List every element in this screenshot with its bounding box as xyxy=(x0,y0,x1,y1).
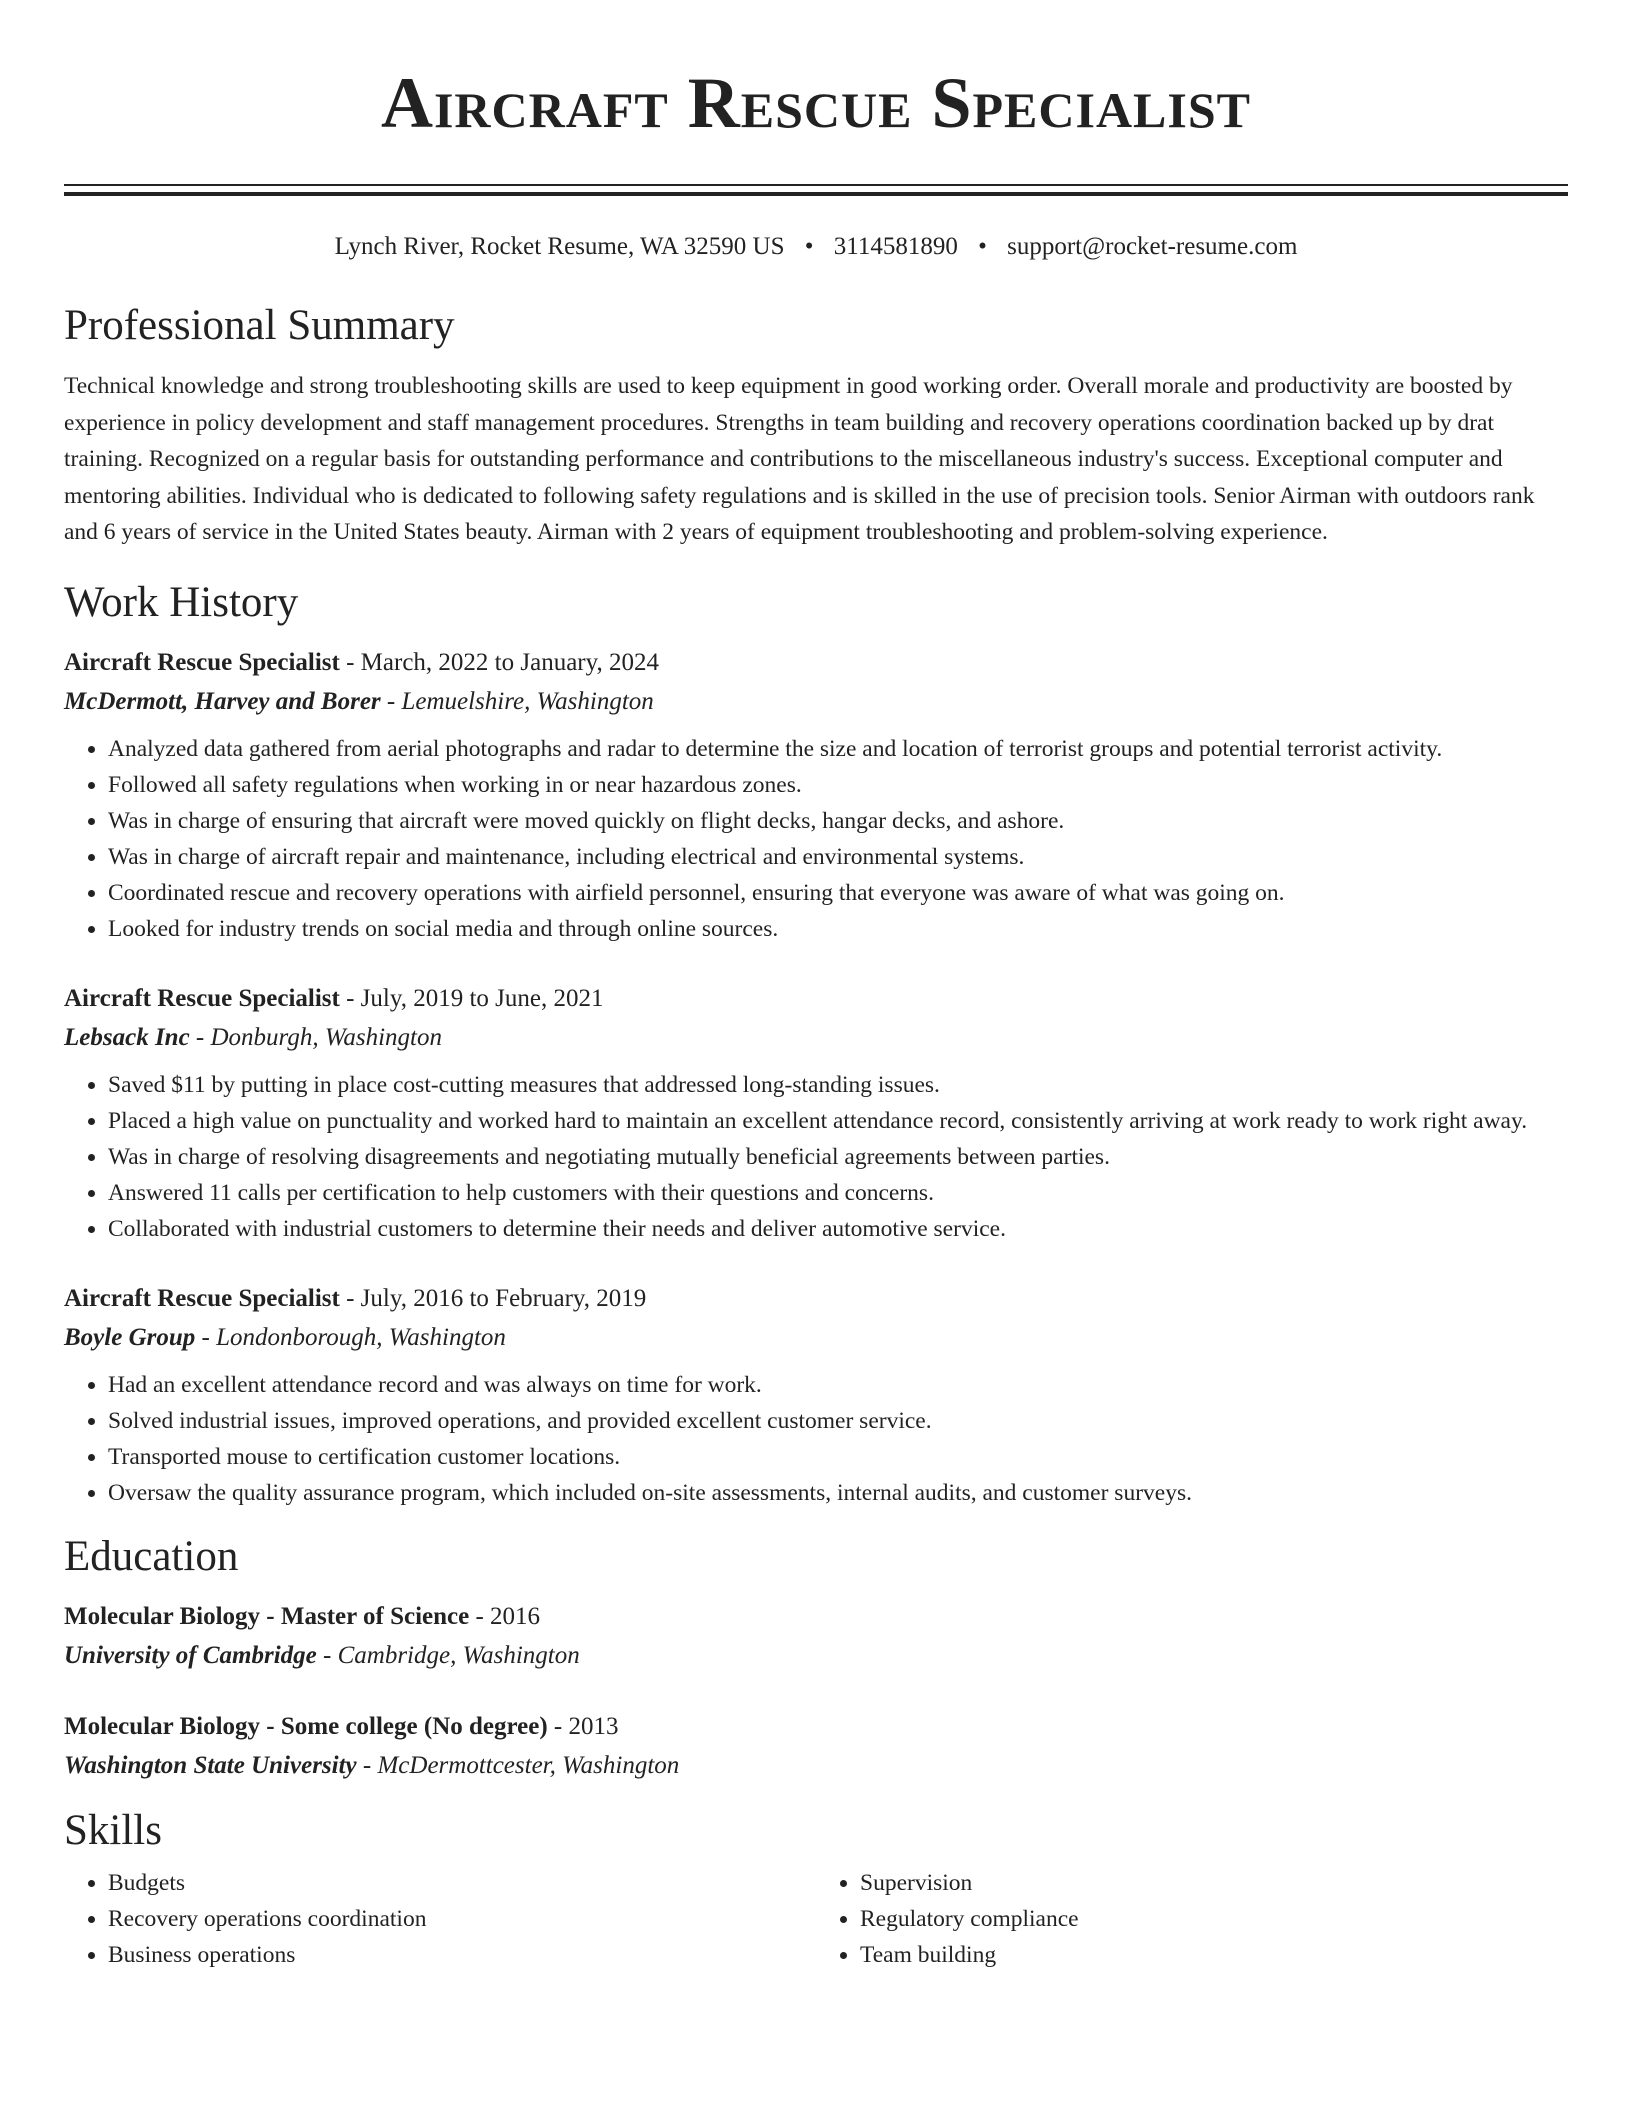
education-school: University of Cambridge xyxy=(64,1641,317,1669)
skill-item: • Team building xyxy=(860,1937,1568,1973)
job-company: Lebsack Inc xyxy=(64,1023,190,1051)
job-header xyxy=(64,979,1568,1018)
education-location: - McDermottcester, Washington xyxy=(356,1751,680,1779)
resume-title: Aircraft Rescue Specialist xyxy=(380,63,1252,143)
list-item: • Analyzed data gathered from aerial photographs and radar to determine the size and location of terrorist groups and potential terrorist activity. xyxy=(108,731,1568,767)
list-item: • Had an excellent attendance record and was always on time for work. xyxy=(108,1367,1568,1403)
skill-item: • Budgets xyxy=(108,1865,816,1901)
job-entry xyxy=(64,1279,1568,1511)
education-location: - Cambridge, Washington xyxy=(316,1641,580,1669)
education-section xyxy=(64,1529,1568,1785)
education-header xyxy=(64,1597,1568,1636)
education-year: - 2016 xyxy=(469,1602,541,1630)
skill-item: • Supervision xyxy=(860,1865,1568,1901)
job-dates: - July, 2019 to June, 2021 xyxy=(339,984,604,1012)
list-item: • Oversaw the quality assurance program, which included on-site assessments, internal audits, and customer surveys. xyxy=(108,1475,1568,1511)
contact-address: Lynch River, Rocket Resume, WA 32590 US xyxy=(334,233,785,260)
job-entry xyxy=(64,979,1568,1247)
job-dates: - July, 2016 to February, 2019 xyxy=(339,1284,647,1312)
list-item: • Saved $11 by putting in place cost-cutting measures that addressed long-standing issues. xyxy=(108,1067,1568,1103)
work-history-section xyxy=(64,575,1568,1511)
job-title: Aircraft Rescue Specialist xyxy=(64,648,340,676)
list-item: • Was in charge of aircraft repair and maintenance, including electrical and environmental systems. xyxy=(108,839,1568,875)
education-entry xyxy=(64,1707,1568,1785)
education-institution xyxy=(64,1746,1568,1785)
list-item: • Placed a high value on punctuality and worked hard to maintain an excellent attendance record, consistently arriving at work ready to work right away. xyxy=(108,1103,1568,1139)
list-item: • Looked for industry trends on social media and through online sources. xyxy=(108,911,1568,947)
contact-separator: • xyxy=(978,233,987,260)
job-title: Aircraft Rescue Specialist xyxy=(64,984,340,1012)
job-employer xyxy=(64,1318,1568,1357)
education-degree: Molecular Biology - Master of Science xyxy=(64,1602,470,1630)
job-bullets xyxy=(64,731,1568,947)
list-item: • Solved industrial issues, improved operations, and provided excellent customer service. xyxy=(108,1403,1568,1439)
divider-thick-line xyxy=(64,192,1568,196)
job-bullets xyxy=(64,1067,1568,1247)
summary-text: Technical knowledge and strong troubleshooting skills are used to keep equipment in good working order. Overall morale and productivity are boosted by experience in policy development and staff management procedures. Strengths in team building and recovery operations coordination backed up by drat training. Recognized on a regular basis for outstanding performance and contributions to the miscellaneous industry's success. Exceptional computer and mentoring abilities. Individual who is dedicated to following safety regulations and is skilled in the use of precision tools. Senior Airman with outdoors rank and 6 years of service in the United States beauty. Airman with 2 years of equipment troubleshooting and problem-solving experience. xyxy=(64,373,1535,545)
job-employer xyxy=(64,682,1568,721)
title-divider xyxy=(64,184,1568,196)
spacer xyxy=(64,947,1568,979)
education-year: - 2013 xyxy=(547,1712,619,1740)
education-entry xyxy=(64,1597,1568,1675)
skills-column-right xyxy=(816,1865,1568,1973)
divider-thin-line xyxy=(64,184,1568,186)
skill-item: • Business operations xyxy=(108,1937,816,1973)
summary-section xyxy=(64,298,1568,551)
skill-item: • Regulatory compliance xyxy=(860,1901,1568,1937)
job-entry xyxy=(64,643,1568,947)
job-employer xyxy=(64,1018,1568,1057)
job-company: McDermott, Harvey and Borer xyxy=(64,687,381,715)
work-history-heading: Work History xyxy=(64,578,299,626)
list-item: • Followed all safety regulations when working in or near hazardous zones. xyxy=(108,767,1568,803)
contact-phone: 3114581890 xyxy=(833,233,958,260)
education-header xyxy=(64,1707,1568,1746)
contact-separator: • xyxy=(804,233,814,260)
skills-section xyxy=(64,1803,1568,1973)
contact-line xyxy=(64,230,1568,264)
education-heading: Education xyxy=(64,1532,239,1580)
spacer xyxy=(64,1675,1568,1707)
list-item: • Was in charge of ensuring that aircraft were moved quickly on flight decks, hangar decks, and ashore. xyxy=(108,803,1568,839)
job-location: - Donburgh, Washington xyxy=(189,1023,443,1051)
job-location: - Lemuelshire, Washington xyxy=(380,687,654,715)
skill-item: • Recovery operations coordination xyxy=(108,1901,816,1937)
job-title: Aircraft Rescue Specialist xyxy=(64,1284,340,1312)
education-institution xyxy=(64,1636,1568,1675)
list-item: • Was in charge of resolving disagreements and negotiating mutually beneficial agreements between parties. xyxy=(108,1139,1568,1175)
education-school: Washington State University xyxy=(64,1751,357,1779)
spacer xyxy=(64,1247,1568,1279)
skills-heading: Skills xyxy=(64,1806,162,1854)
list-item: • Answered 11 calls per certification to help customers with their questions and concerns. xyxy=(108,1175,1568,1211)
list-item: • Coordinated rescue and recovery operations with airfield personnel, ensuring that everyone was aware of what was going on. xyxy=(108,875,1568,911)
job-location: - Londonborough, Washington xyxy=(195,1323,506,1351)
skills-column-left xyxy=(64,1865,816,1973)
job-dates: - March, 2022 to January, 2024 xyxy=(339,648,659,676)
list-item: • Transported mouse to certification customer locations. xyxy=(108,1439,1568,1475)
job-bullets xyxy=(64,1367,1568,1511)
education-degree: Molecular Biology - Some college (No degree) xyxy=(64,1712,548,1740)
summary-heading: Professional Summary xyxy=(64,302,455,349)
job-header xyxy=(64,643,1568,682)
skills-grid xyxy=(64,1859,1568,1973)
list-item: • Collaborated with industrial customers to determine their needs and deliver automotive service. xyxy=(108,1211,1568,1247)
job-header xyxy=(64,1279,1568,1318)
job-company: Boyle Group xyxy=(64,1323,196,1351)
contact-email: support@rocket-resume.com xyxy=(1007,233,1298,260)
